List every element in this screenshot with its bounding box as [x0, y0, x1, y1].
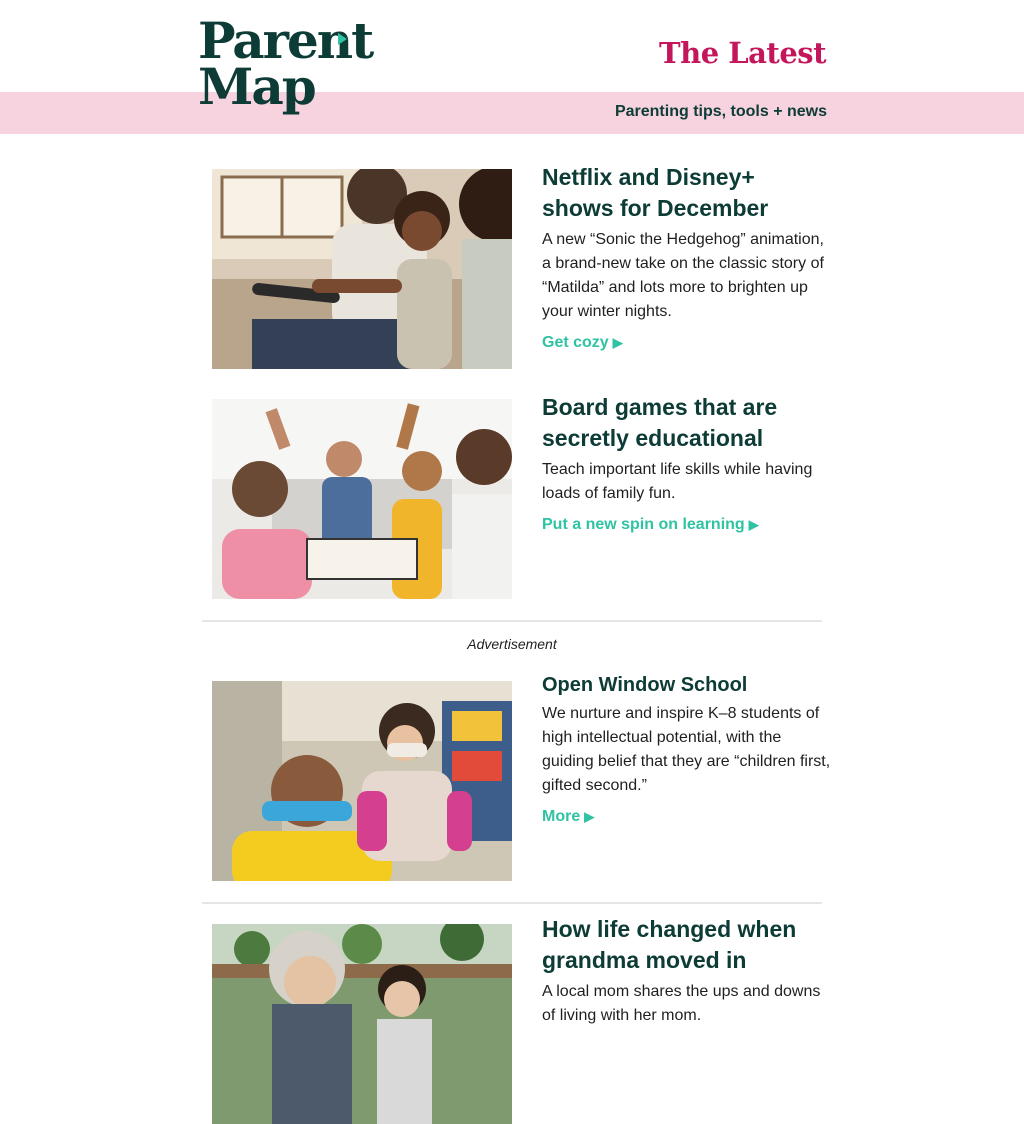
tagline: Parenting tips, tools + news	[614, 103, 827, 120]
play-arrow-icon: ▶	[612, 335, 623, 350]
article-description: Teach important life skills while having loads of family fun.	[542, 461, 813, 502]
ad-image-school[interactable]	[212, 681, 512, 881]
article-description: A local mom shares the ups and downs of living with her mom.	[542, 983, 821, 1024]
article-card	[212, 162, 824, 372]
article-title[interactable]: Netflix and Disney+ shows for December	[542, 164, 769, 221]
article-title[interactable]: Board games that are secretly educational	[542, 394, 778, 451]
advertisement-label: Advertisement	[467, 636, 557, 652]
article-description: A new “Sonic the Hedgehog” animation, a brand-new take on the classic story of “Matilda” and lots more to brighten up your winter nights.	[542, 231, 824, 320]
ad-description: We nurture and inspire K–8 students of high intellectual potential, with the guiding belief that they are “children first, gifted second.”	[542, 705, 831, 794]
article-card	[212, 912, 824, 1032]
article-image-board-games[interactable]	[212, 399, 512, 599]
cta-label: Put a new spin on learning	[542, 516, 745, 533]
play-arrow-icon: ▶	[748, 517, 759, 532]
article-card	[212, 392, 824, 602]
article-image-streaming[interactable]	[212, 169, 512, 369]
ad-title[interactable]: Open Window School	[542, 674, 748, 696]
section-divider	[202, 620, 822, 622]
get-cozy-link[interactable]	[542, 334, 623, 352]
cta-label: More	[542, 808, 581, 825]
play-arrow-icon: ▶	[584, 809, 595, 824]
cta-label: Get cozy	[542, 334, 609, 351]
parentmap-logo[interactable]	[198, 11, 373, 122]
logo-play-icon	[338, 33, 347, 45]
more-link[interactable]	[542, 808, 594, 826]
logo-text-parent: Parent	[198, 11, 373, 70]
section-divider	[202, 902, 822, 904]
advertisement-card	[212, 672, 831, 887]
article-title[interactable]: How life changed when grandma moved in	[542, 916, 797, 973]
logo-text-map: Map	[198, 57, 315, 116]
put-a-new-spin-link[interactable]	[542, 516, 759, 534]
tagline-band	[0, 92, 1024, 134]
section-title: The Latest	[659, 36, 826, 70]
article-image-grandma[interactable]	[212, 924, 512, 1124]
